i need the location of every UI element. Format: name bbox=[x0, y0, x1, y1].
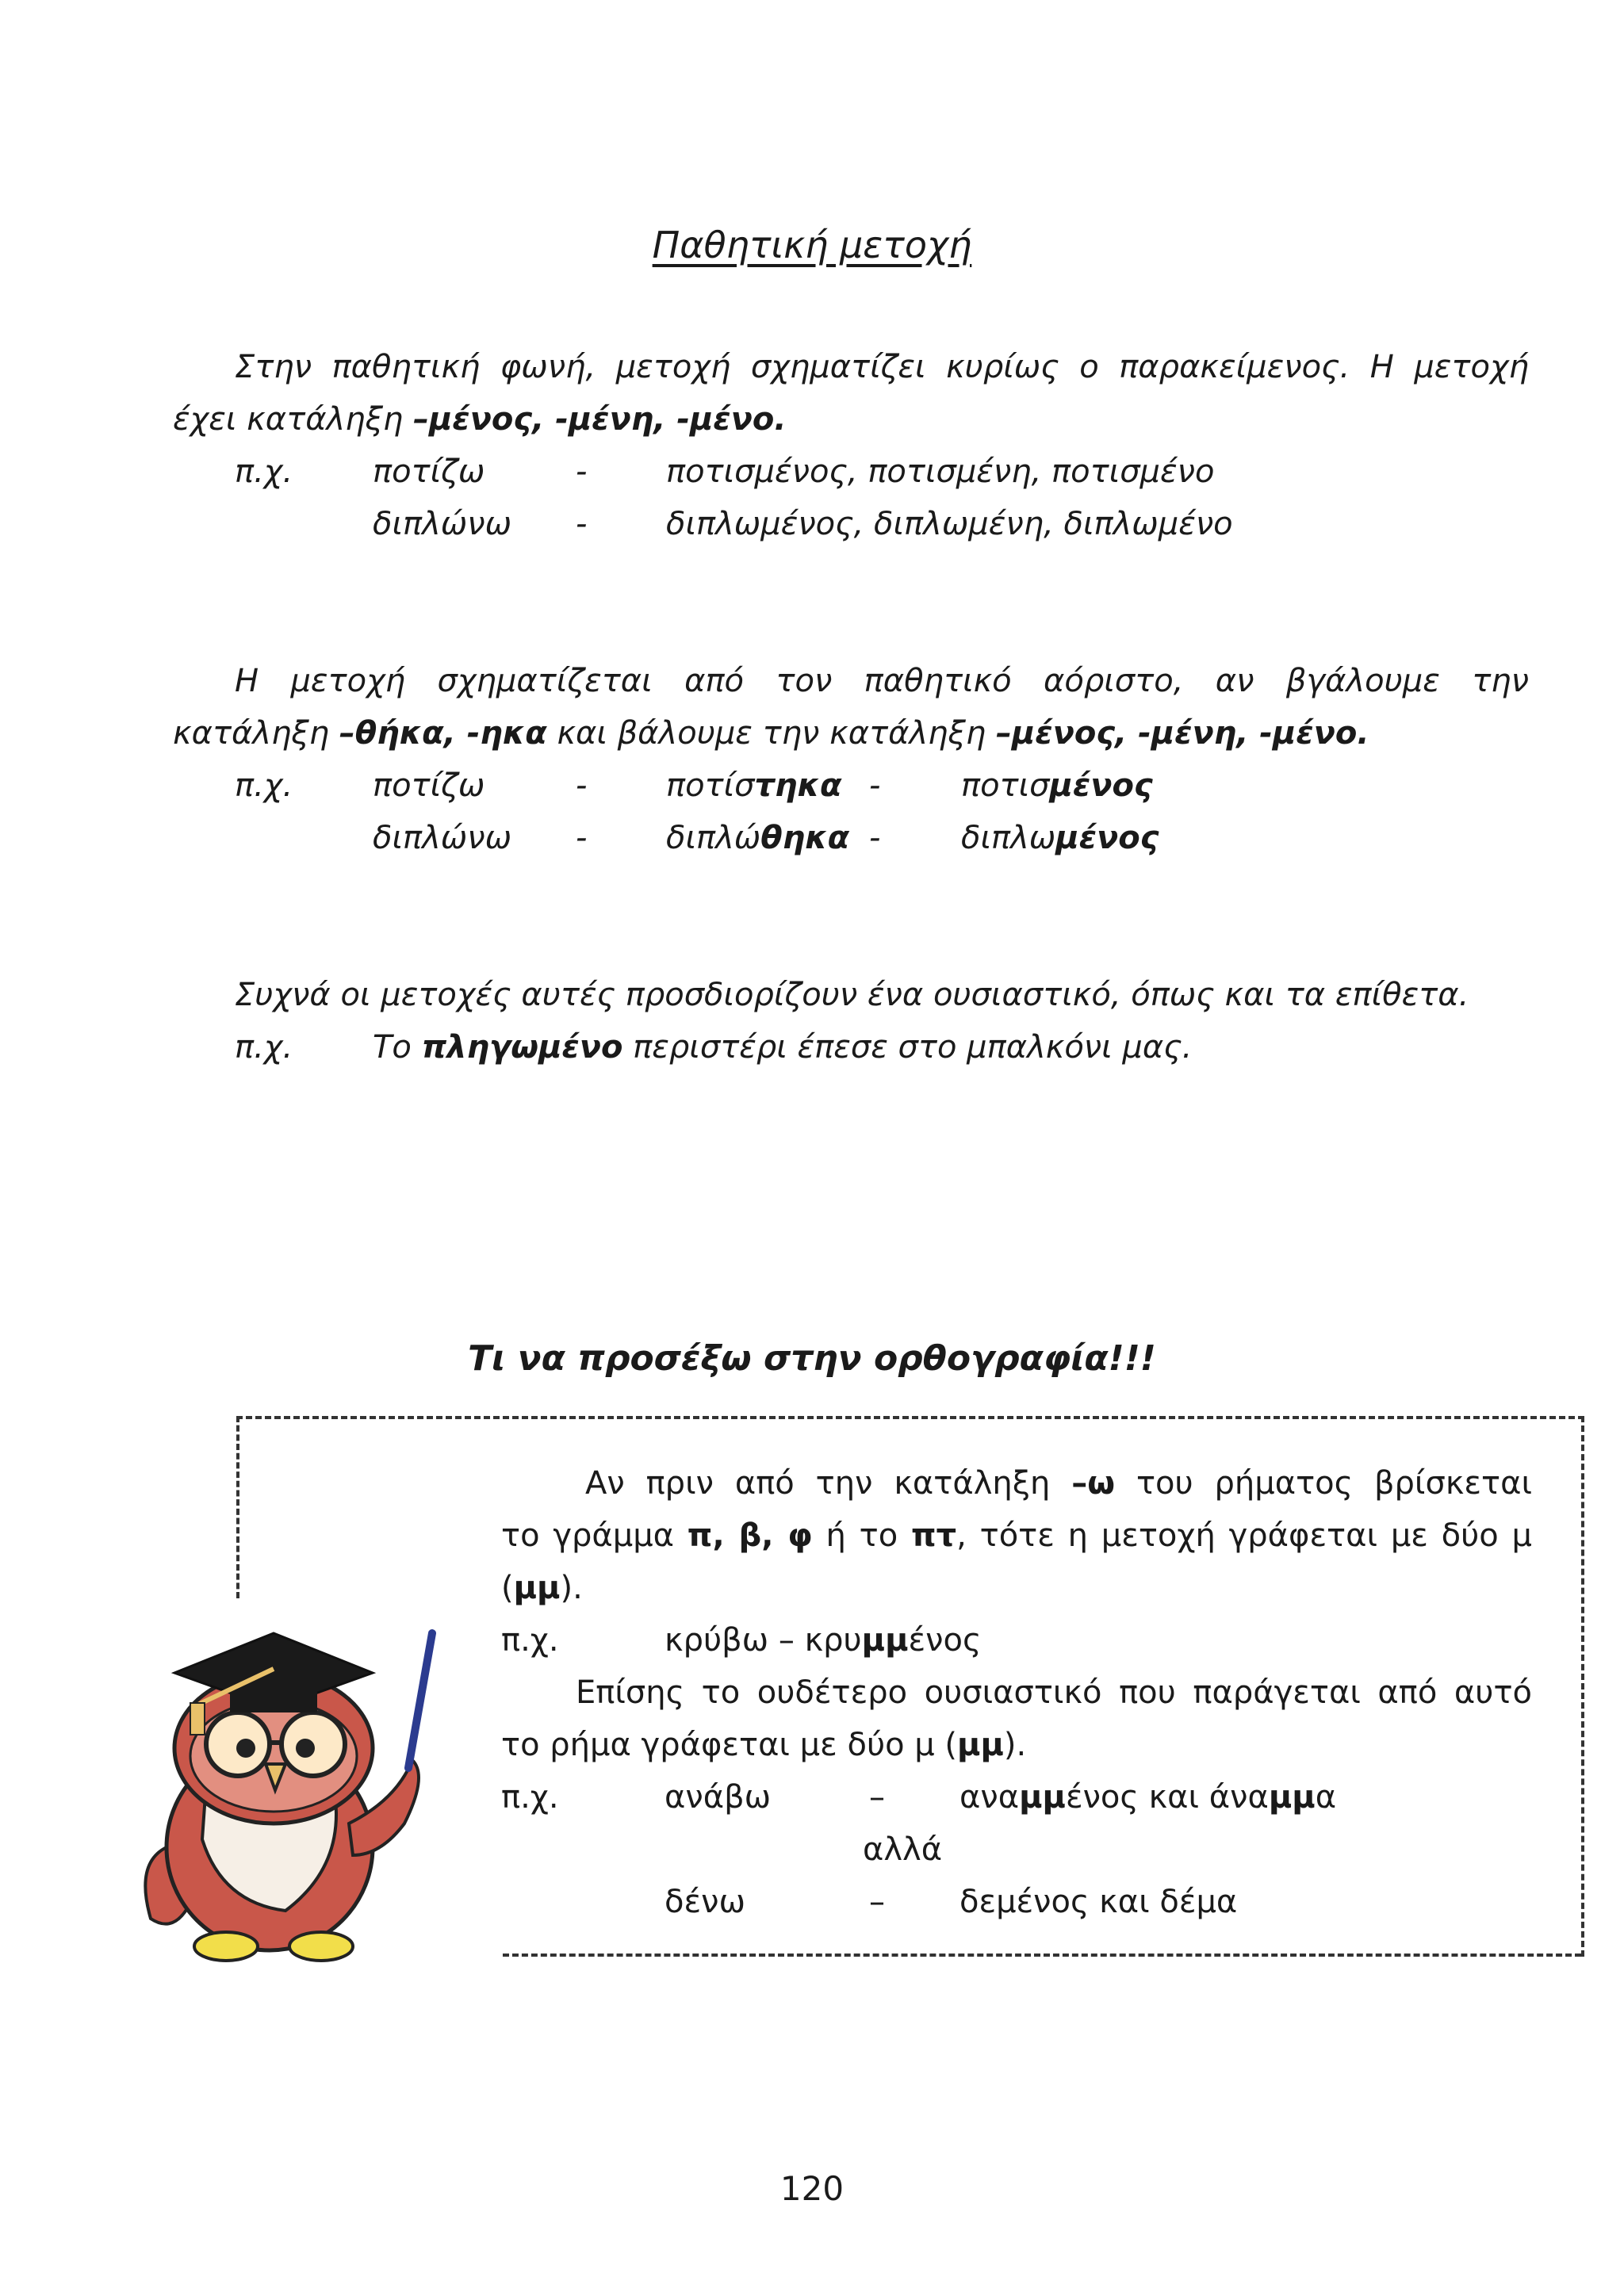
example-3-label: π.χ. bbox=[235, 1029, 293, 1066]
spelling-tip-box-bottom-edge bbox=[503, 1954, 1581, 1957]
tip-but: αλλά bbox=[863, 1831, 943, 1868]
tip-example-label: π.χ. bbox=[501, 1622, 559, 1659]
spelling-tip-heading: Τι να προσέξω στην ορθογραφία!!! bbox=[468, 1338, 1156, 1379]
tip-example-3-form: δεμένος και δέμα bbox=[959, 1884, 1238, 1920]
paragraph-2-line-1: Η μετοχή σχηματίζεται από τον παθητικό αόριστο, αν βγάλουμε την bbox=[235, 663, 1529, 699]
example-2-aorist-1: ποτίστηκα bbox=[666, 767, 842, 804]
tip-example-2-form: αναμμένος και άναμμα bbox=[959, 1779, 1337, 1816]
tip-example-3-verb: δένω bbox=[665, 1884, 745, 1920]
example-2-verb-2: διπλώνω bbox=[373, 820, 512, 856]
example-2-verb-1: ποτίζω bbox=[373, 767, 485, 804]
example-1-form-1: ποτισμένος, ποτισμένη, ποτισμένο bbox=[666, 453, 1215, 490]
page-title: Παθητική μετοχή bbox=[652, 224, 972, 266]
tip-line-2: το γράμμα π, β, φ ή το πτ, τότε η μετοχή γράφεται με δύο μ bbox=[501, 1517, 1532, 1554]
tip-example-3-dash: – bbox=[869, 1884, 885, 1920]
tip-line-4: Επίσης το ουδέτερο ουσιαστικό που παράγεται από αυτό bbox=[576, 1674, 1532, 1711]
example-1-form-2: διπλωμένος, διπλωμένη, διπλωμένο bbox=[666, 506, 1233, 542]
example-2-label: π.χ. bbox=[235, 767, 293, 804]
example-2-dash2-1: - bbox=[869, 767, 881, 804]
tip-line-1: Αν πριν από την κατάληξη –ω του ρήματος βρίσκεται bbox=[585, 1465, 1532, 1502]
paragraph-1-line-1: Στην παθητική φωνή, μετοχή σχηματίζει κυρίως ο παρακείμενος. Η μετοχή bbox=[235, 349, 1529, 385]
page-number: 120 bbox=[779, 2169, 845, 2208]
example-2-dash2-2: - bbox=[869, 820, 881, 856]
example-1-dash-1: - bbox=[576, 453, 588, 490]
tip-example-2-dash: – bbox=[869, 1779, 885, 1816]
example-2-aorist-2: διπλώθηκα bbox=[666, 820, 850, 856]
example-1-verb-1: ποτίζω bbox=[373, 453, 485, 490]
paragraph-1-line-2: έχει κατάληξη –μένος, -μένη, -μένο. bbox=[173, 401, 787, 438]
example-2-dash-1: - bbox=[576, 767, 588, 804]
tip-example-2-verb: ανάβω bbox=[665, 1779, 772, 1816]
example-1-dash-2: - bbox=[576, 506, 588, 542]
example-1-verb-2: διπλώνω bbox=[373, 506, 512, 542]
example-3-sentence: Το πληγωμένο περιστέρι έπεσε στο μπαλκόνι μας. bbox=[373, 1029, 1193, 1066]
tip-line-5: το ρήμα γράφεται με δύο μ (μμ). bbox=[501, 1727, 1027, 1763]
tip-example-2-label: π.χ. bbox=[501, 1779, 559, 1816]
example-1-label: π.χ. bbox=[235, 453, 293, 490]
example-2-participle-2: διπλωμένος bbox=[961, 820, 1159, 856]
tip-line-3: (μμ). bbox=[501, 1570, 583, 1606]
example-2-participle-1: ποτισμένος bbox=[961, 767, 1153, 804]
owl-professor-illustration bbox=[135, 1586, 484, 1966]
paragraph-3-line-1: Συχνά οι μετοχές αυτές προσδιορίζουν ένα ουσιαστικό, όπως και τα επίθετα. bbox=[235, 977, 1469, 1013]
tip-example: κρύβω – κρυμμένος bbox=[665, 1622, 982, 1659]
example-2-dash-2: - bbox=[576, 820, 588, 856]
paragraph-2-line-2: κατάληξη –θήκα, -ηκα και βάλουμε την κατάληξη –μένος, -μένη, -μένο. bbox=[173, 715, 1369, 752]
spelling-tip-box-left-edge bbox=[236, 1416, 239, 1598]
